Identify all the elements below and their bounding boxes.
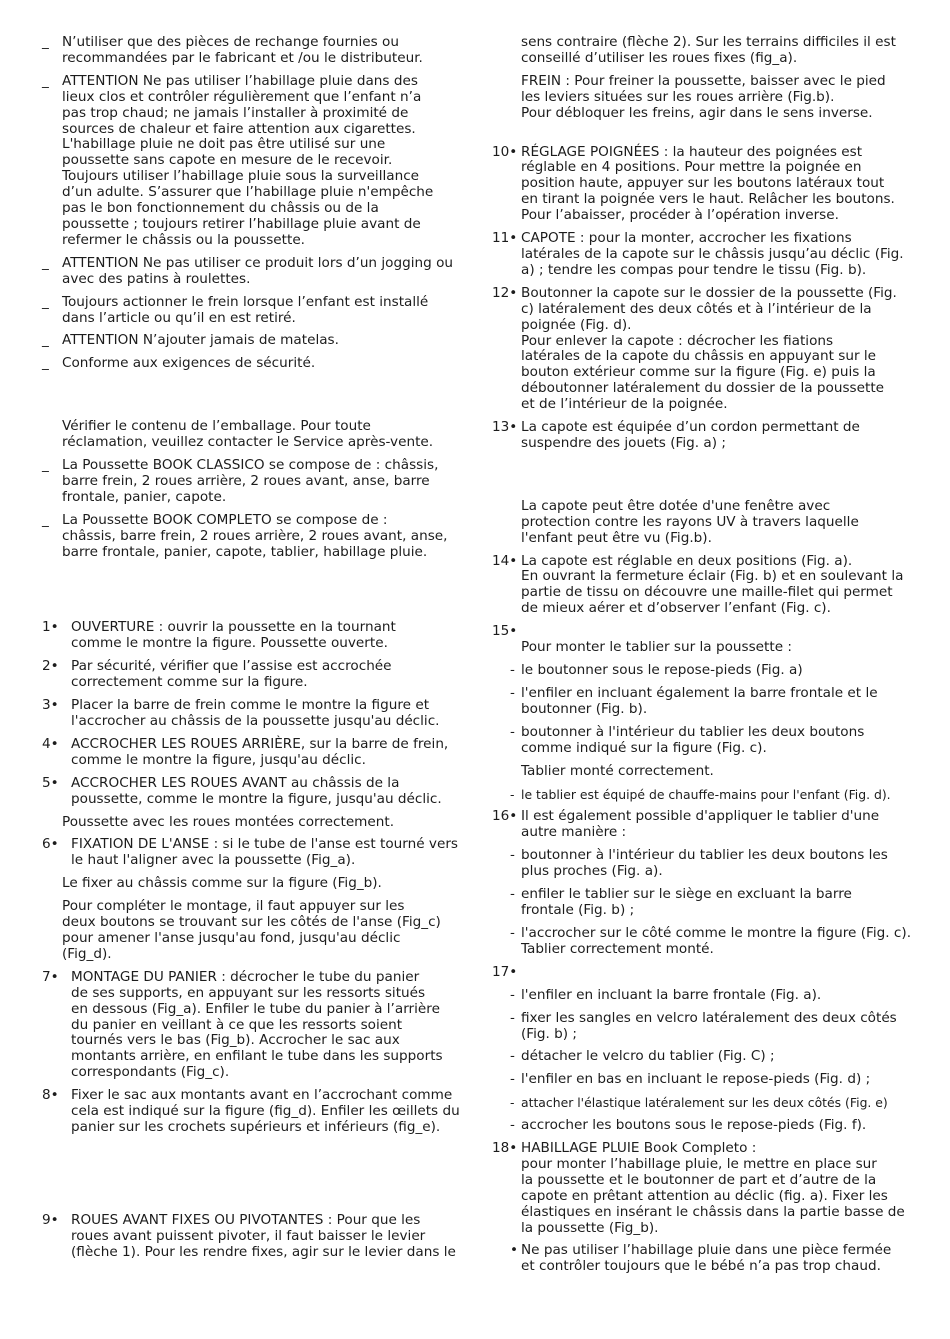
bullet-item (42, 458, 460, 506)
item-marker: _ (42, 254, 49, 271)
item-text: l'accrocher sur le côté comme le montre la figure (Fig. c). Tablier correctement monté. (521, 924, 912, 957)
item-marker: 16• (492, 808, 518, 825)
item-text: l'enfiler en incluant également la barre frontale et le boutonner (Fig. b). (521, 685, 878, 717)
item-text: FIXATION DE L'ANSE : si le tube de l'anse est tourné vers le haut l'aligner avec la poussette (Fig_a). (71, 836, 459, 869)
bullet-item (42, 74, 460, 249)
numbered-step (492, 145, 917, 225)
item-marker: 17• (492, 963, 518, 980)
item-marker: • (510, 1242, 519, 1259)
paragraph-text: La capote peut être dotée d'une fenêtre avec protection contre les rayons UV à travers laquelle l'enfant peut être vu (Fig.b). (521, 497, 859, 546)
paragraph (492, 35, 917, 67)
paragraph (492, 74, 917, 122)
bullet-item (492, 1011, 917, 1043)
item-text: Par sécurité, vérifier que l’assise est accrochée correctement comme sur la figure. (71, 658, 392, 691)
bullet-item (492, 686, 917, 718)
paragraph (492, 499, 917, 547)
item-text: Placer la barre de frein comme le montre la figure et l'accrocher au châssis de la poussette jusqu'au déclic. (71, 697, 440, 729)
item-marker: 13• (492, 419, 518, 436)
item-marker: 1• (42, 619, 59, 636)
bullet-item (492, 1118, 917, 1134)
item-marker: - (510, 786, 515, 802)
paragraph (492, 640, 917, 656)
paragraph-text: Tablier monté correctement. (521, 762, 714, 779)
paragraph (42, 876, 460, 892)
item-marker: 12• (492, 284, 518, 301)
bullet-item (492, 1072, 917, 1088)
item-marker: 5• (42, 774, 59, 791)
item-text: ACCROCHER LES ROUES AVANT au châssis de la poussette, comme le montre la figure, jusqu'au déclic. (71, 774, 442, 807)
item-marker: - (510, 1071, 515, 1088)
item-text: ATTENTION N’ajouter jamais de matelas. (62, 332, 339, 349)
paragraph-text: Pour compléter le montage, il faut appuyer sur les deux boutons se trouvant sur les côtés de l'anse (Fig_c) pour amener l'anse jusqu'au fond, jusqu'au déclic (Fig_d). (62, 898, 441, 962)
right-column (492, 35, 917, 1275)
item-marker: 8• (42, 1087, 59, 1104)
numbered-step (42, 776, 460, 808)
bullet-item (492, 663, 917, 679)
item-marker: _ (42, 293, 49, 310)
item-marker: - (510, 847, 515, 864)
numbered-step (42, 1088, 460, 1136)
item-text: La Poussette BOOK COMPLETO se compose de : châssis, barre frein, 2 roues arrière, 2 roues avant, anse, barre frontale, panier, capote, tablier, habillage pluie. (62, 511, 448, 560)
numbered-step (492, 420, 917, 452)
numbered-step (42, 970, 460, 1081)
bullet-item (42, 35, 460, 67)
item-text: Il est également possible d'appliquer le tablier d'une autre manière : (521, 808, 880, 841)
item-text: Toujours actionner le frein lorsque l’enfant est installé dans l’article ou qu’il en est retiré. (62, 293, 429, 326)
item-text: Conforme aux exigences de sécurité. (62, 355, 316, 372)
paragraph (492, 764, 917, 780)
item-marker: 4• (42, 735, 59, 752)
item-text: attacher l'élastique latéralement sur les deux côtés (Fig. e) (521, 1095, 888, 1111)
item-text: boutonner à l'intérieur du tablier les deux boutons les plus proches (Fig. a). (521, 847, 888, 880)
paragraph-text: Poussette avec les roues montées correctement. (62, 813, 395, 830)
item-marker: - (510, 662, 515, 679)
bullet-item (492, 988, 917, 1004)
numbered-step (492, 965, 917, 981)
item-text: ATTENTION Ne pas utiliser ce produit lors d’un jogging ou avec des patins à roulettes. (62, 254, 453, 287)
item-marker: - (510, 723, 515, 740)
paragraph (42, 815, 460, 831)
item-marker: 3• (42, 697, 59, 714)
item-marker: - (510, 1095, 515, 1111)
item-marker: 14• (492, 552, 518, 569)
item-marker: _ (42, 355, 49, 372)
item-text: CAPOTE : pour la monter, accrocher les fixations latérales de la capote sur le châssis jusqu’au déclic (Fig. a) ; tendre les compas pour tendre le tissu (Fig. b). (521, 230, 904, 278)
bullet-item (492, 1049, 917, 1065)
numbered-step (42, 659, 460, 691)
numbered-step (492, 1141, 917, 1236)
item-marker: - (510, 986, 515, 1003)
item-marker: 9• (42, 1211, 59, 1228)
bullet-item (492, 926, 917, 958)
item-text: La capote est réglable en deux positions (Fig. a). En ouvrant la fermeture éclair (Fig. b) et en soulevant la partie de tissu on découvre une maille-filet qui permet de mieux aérer et d’observer l’enfant (Fig. c). (521, 552, 904, 617)
item-marker: - (510, 1048, 515, 1065)
item-text (521, 624, 917, 640)
item-text: enfiler le tablier sur le siège en excluant la barre frontale (Fig. b) ; (521, 886, 852, 918)
item-text: Boutonner la capote sur le dossier de la poussette (Fig. c) latéralement des deux côtés et à l’intérieur de la poignée (Fig. d). Pour enlever la capote : décrocher les fiations latérales de la capote du châssis en appuyant sur le bouton extérieur comme sur la figure (Fig. e) puis la déboutonner latéralement du dossier de la poussette et de l’intérieur de la poignée. (521, 284, 897, 413)
bullet-item (42, 356, 460, 372)
item-text: détacher le velcro du tablier (Fig. C) ; (521, 1048, 775, 1065)
numbered-step (492, 554, 917, 618)
paragraph-text: Le fixer au châssis comme sur la figure (Fig_b). (62, 875, 382, 892)
item-marker: - (510, 685, 515, 701)
numbered-step (42, 837, 460, 869)
item-text: accrocher les boutons sous le repose-pieds (Fig. f). (521, 1117, 867, 1134)
item-marker: 7• (42, 968, 59, 985)
paragraph (42, 899, 460, 963)
item-marker: - (510, 1009, 515, 1026)
numbered-step (492, 624, 917, 640)
item-marker: _ (42, 511, 49, 528)
item-text (521, 965, 917, 981)
item-marker: _ (42, 34, 49, 50)
item-text: ACCROCHER LES ROUES ARRIÈRE, sur la barre de frein, comme le montre la figure, jusqu'au déclic. (71, 735, 449, 768)
item-marker: _ (42, 72, 49, 89)
item-text: RÉGLAGE POIGNÉES : la hauteur des poignées est réglable en 4 positions. Pour mettre la poignée en position haute, appuyer sur les boutons latéraux tout en tirant la poignée vers le haut. Relâcher les boutons. Pour l’abaisser, procéder à l’opération inverse. (521, 143, 895, 224)
numbered-step (42, 1213, 460, 1261)
item-marker: _ (42, 457, 49, 474)
bullet-item (492, 787, 917, 803)
item-marker: _ (42, 332, 49, 349)
item-marker: - (510, 886, 515, 903)
numbered-step (42, 698, 460, 730)
item-text: MONTAGE DU PANIER : décrocher le tube du panier de ses supports, en appuyant sur les ressorts situés en dessous (Fig_a). Enfiler le tube du panier à l’arrière du panier en veillant à ce que les ressorts soient tournés vers le bas (Fig_b). Accrocher le sac aux montants arrière, en enfilant le tube dans les supports correspondants (Fig_c). (71, 968, 443, 1081)
item-text: OUVERTURE : ouvrir la poussette en la tournant comme le montre la figure. Poussette ouverte. (71, 619, 396, 652)
numbered-step (42, 737, 460, 769)
paragraph-text: Pour monter le tablier sur la poussette : (521, 639, 792, 656)
numbered-step (492, 231, 917, 279)
item-marker: - (510, 1117, 515, 1134)
item-text: La capote est équipée d’un cordon permettant de suspendre des jouets (Fig. a) ; (521, 419, 860, 451)
item-text: Ne pas utiliser l’habillage pluie dans une pièce fermée et contrôler toujours que le bébé n’a pas trop chaud. (521, 1242, 892, 1275)
bullet-item (492, 848, 917, 880)
numbered-step (42, 620, 460, 652)
item-text: ATTENTION Ne pas utiliser l’habillage pluie dans des lieux clos et contrôler régulièrement que l’enfant n’a pas trop chaud; ne jamais l’installer à proximité de sources de chaleur et faire attention aux cigarettes. L'habillage pluie ne doit pas être utilisé sur une poussette sans capote en mesure de le recevoir. Toujours utiliser l’habillage pluie sous la surveillance d’un adulte. S’assurer que l’habillage pluie n'empêche pas le bon fonctionnement du châssis ou de la poussette ; toujours retirer l’habillage pluie avant de refermer le châssis ou la poussette. (62, 72, 434, 248)
paragraph (42, 419, 460, 451)
bullet-item (42, 256, 460, 288)
item-text: ROUES AVANT FIXES OU PIVOTANTES : Pour que les roues avant puissent pivoter, il faut baisser le levier (flèche 1). Pour les rendre fixes, agir sur le levier dans le (71, 1211, 456, 1260)
numbered-step (492, 809, 917, 841)
numbered-step (492, 286, 917, 413)
item-marker: - (510, 924, 515, 941)
bullet-item (492, 725, 917, 757)
item-text: fixer les sangles en velcro latéralement des deux côtés (Fig. b) ; (521, 1009, 897, 1042)
item-text: le tablier est équipé de chauffe-mains pour l'enfant (Fig. d). (521, 786, 891, 802)
item-text: HABILLAGE PLUIE Book Completo : pour monter l’habillage pluie, le mettre en place sur la poussette et le boutonner de part et d’autre de la capote en prêtant attention au déclic (fig. a). Fixer les élastiques en insérant le châssis dans la partie basse de la poussette (Fig_b). (521, 1140, 905, 1236)
paragraph-text: sens contraire (flèche 2). Sur les terrains difficiles il est conseillé d’utiliser les roues fixes (fig_a). (521, 34, 896, 66)
bullet-item (42, 513, 460, 561)
paragraph-text: FREIN : Pour freiner la poussette, baisser avec le pied les leviers situées sur les roues arrière (Fig.b). Pour débloquer les freins, agir dans le sens inverse. (521, 72, 886, 121)
bullet-item (492, 1095, 917, 1111)
item-text: l'enfiler en bas en incluant le repose-pieds (Fig. d) ; (521, 1071, 871, 1088)
item-text: le boutonner sous le repose-pieds (Fig. a) (521, 662, 803, 679)
item-text: La Poussette BOOK CLASSICO se compose de : châssis, barre frein, 2 roues arrière, 2 roues avant, anse, barre frontale, panier, capote. (62, 457, 439, 505)
item-marker: 11• (492, 230, 518, 247)
bullet-item (42, 295, 460, 327)
bullet-item (492, 1243, 917, 1275)
item-marker: 18• (492, 1140, 518, 1157)
item-text: Fixer le sac aux montants avant en l’accrochant comme cela est indiqué sur la figure (fig_d). Enfiler les œillets du panier sur les crochets supérieurs et inférieurs (fig_e). (71, 1087, 460, 1135)
item-text: N’utiliser que des pièces de rechange fournies ou recommandées par le fabricant et /ou le distributeur. (62, 34, 423, 66)
item-text: l'enfiler en incluant la barre frontale (Fig. a). (521, 986, 822, 1003)
left-column (42, 35, 460, 1261)
item-marker: 2• (42, 658, 59, 675)
paragraph-text: Vérifier le contenu de l’emballage. Pour toute réclamation, veuillez contacter le Service après-vente. (62, 418, 434, 451)
bullet-item (492, 887, 917, 919)
item-text: boutonner à l'intérieur du tablier les deux boutons comme indiqué sur la figure (Fig. c). (521, 723, 865, 756)
bullet-item (42, 333, 460, 349)
item-marker: 15• (492, 623, 518, 640)
item-marker: 6• (42, 836, 59, 853)
item-marker: 10• (492, 143, 518, 160)
